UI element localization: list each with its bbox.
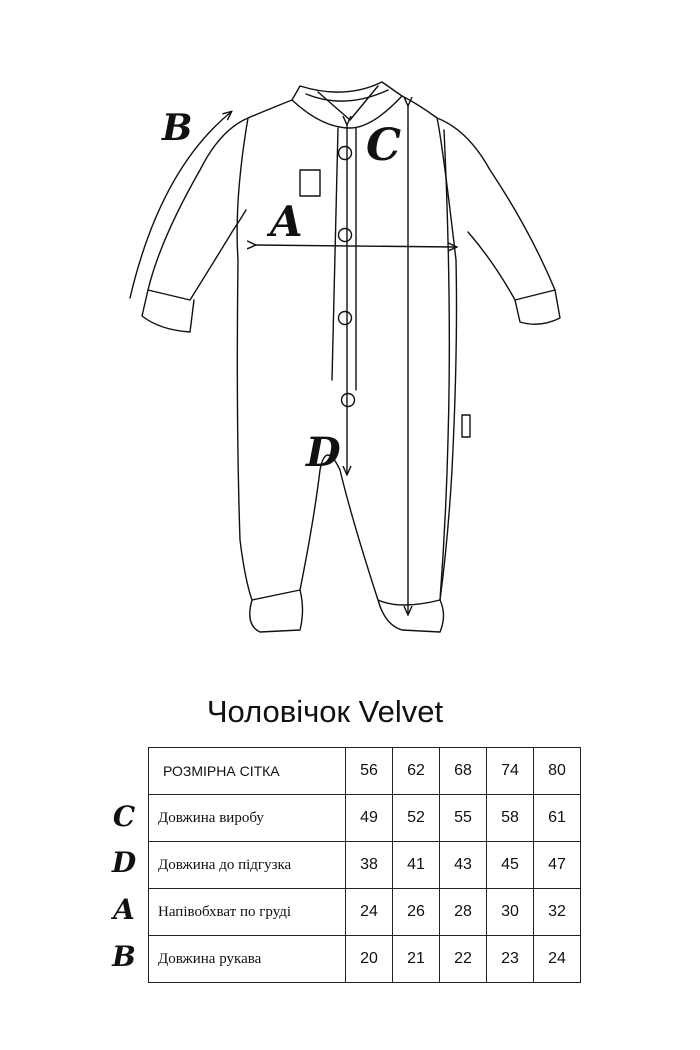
page-title: Чоловічок Velvet xyxy=(206,694,444,729)
diagram-letter-a: A xyxy=(270,197,303,246)
table-header-row xyxy=(149,748,581,795)
size-header: 80 xyxy=(534,748,581,795)
button xyxy=(342,394,355,407)
button xyxy=(339,229,352,242)
row-value: 26 xyxy=(393,889,440,936)
row-letter-b: B xyxy=(112,940,136,973)
placket-left xyxy=(332,128,338,380)
row-value: 32 xyxy=(534,889,581,936)
row-label: Довжина до підгузка xyxy=(149,842,346,889)
row-label: Довжина виробу xyxy=(149,795,346,842)
row-label: Довжина рукава xyxy=(149,936,346,983)
row-letter-c: C xyxy=(112,800,136,833)
row-value: 41 xyxy=(393,842,440,889)
row-value: 38 xyxy=(346,842,393,889)
size-header: 74 xyxy=(487,748,534,795)
row-value: 20 xyxy=(346,936,393,983)
size-header: 62 xyxy=(393,748,440,795)
right-sleeve xyxy=(437,118,555,300)
row-value: 43 xyxy=(440,842,487,889)
button xyxy=(339,147,352,160)
row-label: Напівобхват по груді xyxy=(149,889,346,936)
row-value: 28 xyxy=(440,889,487,936)
row-value: 24 xyxy=(534,936,581,983)
row-value: 23 xyxy=(487,936,534,983)
size-header: 68 xyxy=(440,748,487,795)
row-value: 55 xyxy=(440,795,487,842)
diagram-letter-c: C xyxy=(366,120,402,171)
row-value: 47 xyxy=(534,842,581,889)
chest-label xyxy=(300,170,320,196)
size-header: 56 xyxy=(346,748,393,795)
row-value: 52 xyxy=(393,795,440,842)
row-value: 45 xyxy=(487,842,534,889)
row-value: 24 xyxy=(346,889,393,936)
row-value: 49 xyxy=(346,795,393,842)
table-row xyxy=(149,795,581,842)
table-row xyxy=(149,842,581,889)
button xyxy=(339,312,352,325)
header-label: РОЗМІРНА СІТКА xyxy=(149,748,346,795)
row-letter-d: D xyxy=(111,846,137,879)
left-cuff xyxy=(142,290,194,332)
size-table xyxy=(148,747,581,983)
side-tag xyxy=(462,415,470,437)
table-row xyxy=(149,936,581,983)
left-foot xyxy=(250,590,303,632)
row-value: 21 xyxy=(393,936,440,983)
row-value: 30 xyxy=(487,889,534,936)
diagram-letter-b: B xyxy=(162,107,193,149)
row-value: 61 xyxy=(534,795,581,842)
row-value: 22 xyxy=(440,936,487,983)
diagram-letter-d: D xyxy=(306,429,341,476)
right-cuff xyxy=(515,290,560,324)
table-row xyxy=(149,889,581,936)
row-value: 58 xyxy=(487,795,534,842)
row-letter-a: A xyxy=(113,893,135,926)
